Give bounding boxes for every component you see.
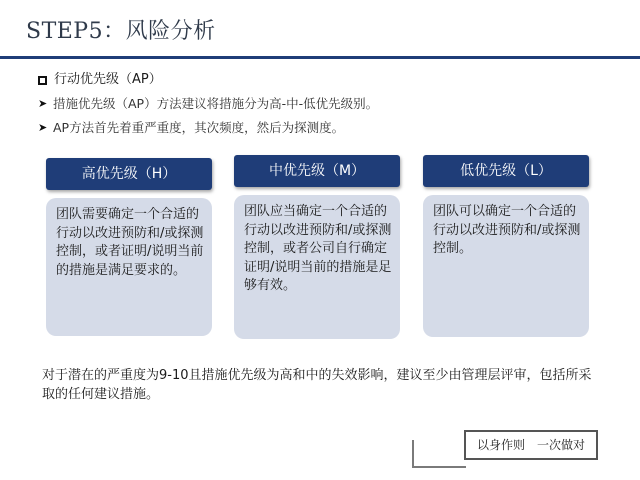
priority-card-body: 团队需要确定一个合适的行动以改进预防和/或探测控制，或者证明/说明当前的措施是满足要求的。 xyxy=(46,198,212,336)
bullet-text: 措施优先级（AP）方法建议将措施分为高-中-低优先级别。 xyxy=(53,96,379,111)
arrow-bullet-icon: ➤ xyxy=(38,121,48,134)
arrow-bullet-icon: ➤ xyxy=(38,97,48,110)
priority-card-body: 团队可以确定一个合适的行动以改进预防和/或探测控制。 xyxy=(423,195,589,337)
page-title: STEP5：风险分析 xyxy=(26,19,216,44)
checkbox-icon xyxy=(38,76,47,85)
priority-card-title: 低优先级（L） xyxy=(423,155,589,187)
summary-text: 对于潜在的严重度为9-10且措施优先级为高和中的失效影响，建议至少由管理层评审，包括所采取的任何建议措施。 xyxy=(42,368,592,402)
motto-box xyxy=(412,430,598,468)
section-heading xyxy=(38,72,162,88)
priority-card-title: 高优先级（H） xyxy=(46,158,212,190)
priority-card-title: 中优先级（M） xyxy=(234,155,400,187)
priority-card-medium xyxy=(234,155,400,339)
bullet-text: AP方法首先着重严重度，其次频度，然后为探测度。 xyxy=(53,120,345,135)
bullet-item xyxy=(38,120,344,136)
bullet-item xyxy=(38,96,378,112)
motto-bracket xyxy=(412,440,466,468)
title-divider xyxy=(0,56,640,59)
priority-card-high xyxy=(46,158,212,336)
priority-card-low xyxy=(423,155,589,337)
priority-card-body: 团队应当确定一个合适的行动以改进预防和/或探测控制，或者公司自行确定证明/说明当前的措施是足够有效。 xyxy=(234,195,400,339)
section-heading-label: 行动优先级（AP） xyxy=(54,72,162,87)
motto-text: 以身作则 一次做对 xyxy=(464,430,598,460)
